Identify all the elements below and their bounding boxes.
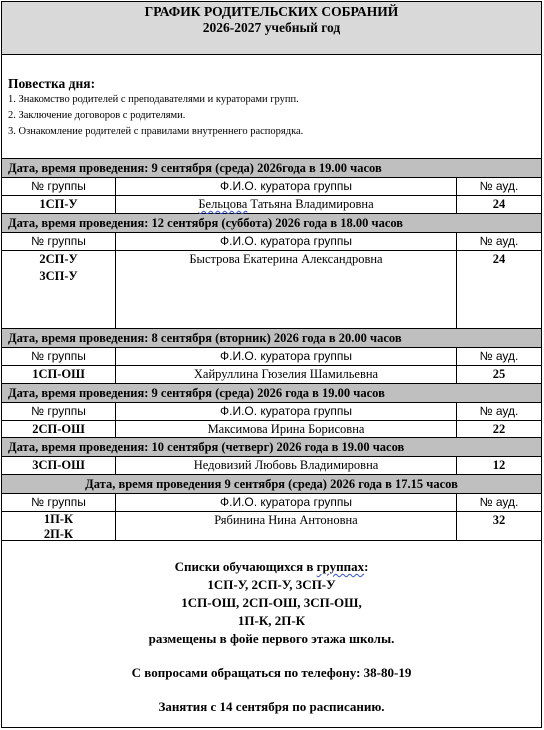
room-column-header: № ауд.	[479, 234, 519, 248]
group-column-header: № группы	[2, 178, 116, 195]
room-cell: 32	[492, 513, 506, 527]
group-column-header: № группы	[2, 494, 116, 511]
footer-notes	[2, 558, 541, 716]
title-line-2: 2026-2027 учебный год	[202, 20, 341, 35]
table-header	[2, 233, 541, 251]
table-header	[2, 494, 541, 512]
room-column-header: № ауд.	[479, 179, 519, 193]
table-row	[2, 366, 541, 384]
curator-cell: Хайруллина Гюзелия Шамильевна	[116, 366, 457, 383]
table-header	[2, 178, 541, 196]
group-cell	[2, 251, 116, 328]
curator-column-header: Ф.И.О. куратора группы	[116, 348, 457, 365]
meeting-date-1: Дата, время проведения: 9 сентября (среда) 2026года в 19.00 часов	[2, 159, 541, 178]
room-column-header: № ауд.	[479, 349, 519, 363]
meeting-date-2: Дата, время проведения: 12 сентября (суббота) 2026 года в 18.00 часов	[2, 214, 541, 233]
group-cell	[2, 512, 116, 540]
curator-column-header: Ф.И.О. куратора группы	[116, 403, 457, 420]
room-cell: 12	[492, 458, 506, 472]
lists-suffix: :	[364, 559, 369, 574]
lists-word: группах	[316, 559, 365, 574]
lists-heading	[2, 558, 541, 576]
classes-start: Занятия с 14 сентября по расписанию.	[158, 699, 385, 714]
group-column-header: № группы	[2, 348, 116, 365]
meeting-date-4: Дата, время проведения: 9 сентября (среда) 2026 года в 19.00 часов	[2, 384, 541, 403]
room-column-header: № ауд.	[479, 404, 519, 418]
curator-cell: Недовизий Любовь Владимировна	[116, 457, 457, 474]
group-column-header: № группы	[2, 233, 116, 250]
curator-cell: Быстрова Екатерина Александровна	[116, 251, 457, 328]
table-row	[2, 251, 541, 329]
group-name: 2СП-У	[39, 252, 78, 266]
room-cell: 22	[492, 422, 506, 436]
groups-line-3: 1П-К, 2П-К	[237, 613, 306, 628]
room-column-header: № ауд.	[479, 495, 519, 509]
group-cell: 2СП-ОШ	[2, 421, 116, 437]
spacer	[2, 682, 541, 698]
curator-column-header: Ф.И.О. куратора группы	[116, 233, 457, 250]
curator-column-header: Ф.И.О. куратора группы	[116, 178, 457, 195]
curator-cell: Максимова Ирина Борисовна	[116, 421, 457, 437]
curator-column-header: Ф.И.О. куратора группы	[116, 494, 457, 511]
group-name: 3СП-У	[39, 269, 78, 283]
curator-cell	[116, 196, 457, 213]
table-header	[2, 403, 541, 421]
group-cell: 3СП-ОШ	[2, 457, 116, 474]
meeting-date-5: Дата, время проведения: 10 сентября (четверг) 2026 года в 19.00 часов	[2, 438, 541, 457]
table-row	[2, 421, 541, 438]
group-column-header: № группы	[2, 403, 116, 420]
lists-prefix: Списки обучающихся в	[174, 559, 317, 574]
table-row	[2, 457, 541, 475]
curator-given-names: Татьяна Владимировна	[247, 197, 374, 211]
agenda-heading: Повестка дня:	[8, 76, 96, 91]
table-row	[2, 512, 541, 541]
groups-line-2: 1СП-ОШ, 2СП-ОШ, 3СП-ОШ,	[181, 595, 362, 610]
agenda-item: 3. Ознакомление родителей с правилами внутреннего распорядка.	[8, 126, 304, 137]
document-title	[2, 2, 541, 55]
agenda	[2, 55, 541, 159]
schedule-document	[1, 1, 542, 728]
agenda-item: 1. Знакомство родителей с преподавателями и кураторами групп.	[8, 94, 299, 105]
group-name: 1П-К	[43, 512, 74, 526]
meeting-date-3: Дата, время проведения: 8 сентября (вторник) 2026 года в 20.00 часов	[2, 329, 541, 348]
groups-line-1: 1СП-У, 2СП-У, 3СП-У	[207, 577, 336, 592]
room-cell: 24	[492, 252, 506, 266]
curator-cell: Рябинина Нина Антоновна	[116, 512, 457, 540]
room-cell: 25	[492, 367, 506, 381]
table-header	[2, 348, 541, 366]
title-line-1: ГРАФИК РОДИТЕЛЬСКИХ СОБРАНИЙ	[144, 4, 399, 19]
table-row	[2, 196, 541, 214]
contact-phone: С вопросами обращаться по телефону: 38-80-19	[131, 665, 412, 680]
room-cell: 24	[492, 197, 506, 211]
group-name: 2П-К	[43, 527, 74, 541]
meeting-date-6: Дата, время проведения 9 сентября (среда) 2026 года в 17.15 часов	[2, 475, 541, 494]
group-cell: 1СП-У	[2, 196, 116, 213]
group-cell: 1СП-ОШ	[2, 366, 116, 383]
agenda-item: 2. Заключение договоров с родителями.	[8, 110, 186, 121]
lists-location: размещены в фойе первого этажа школы.	[148, 631, 395, 646]
spacer	[2, 648, 541, 664]
curator-surname: Бельцова	[198, 197, 248, 211]
